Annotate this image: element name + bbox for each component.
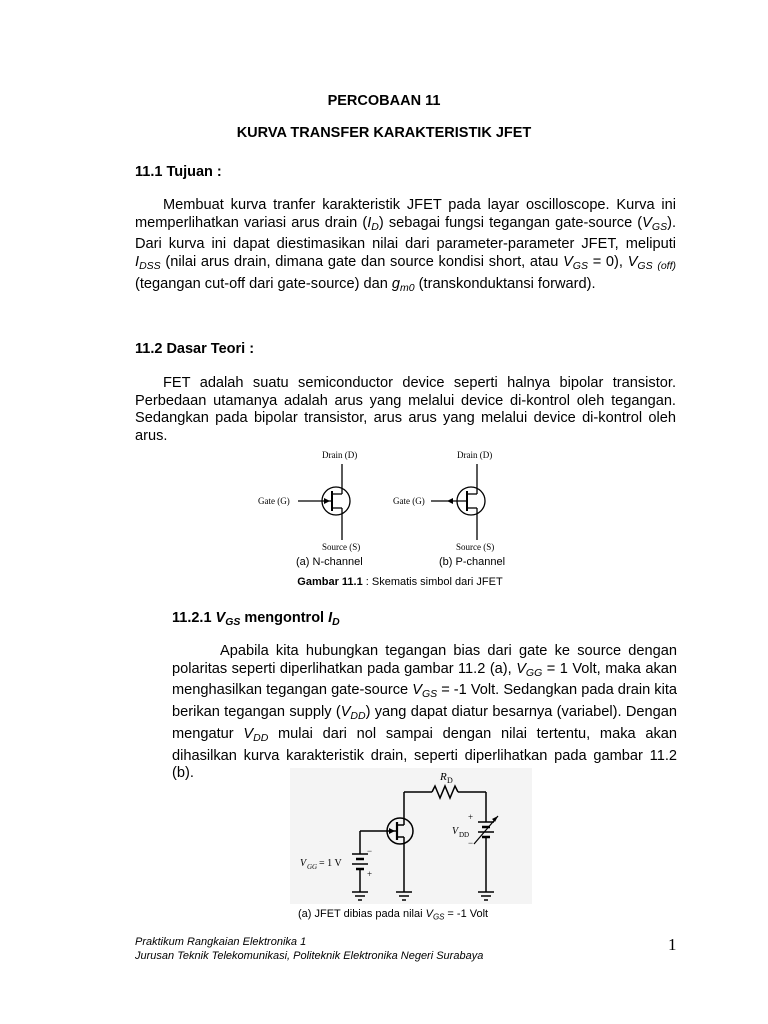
svg-text:+: + <box>367 869 373 879</box>
figure-caption-11-1: Gambar 11.1 : Skematis simbol dari JFET <box>297 576 503 588</box>
paragraph-dasar-teori: FET adalah suatu semiconductor device seperti halnya bipolar transistor. Perbedaan utamanya adalah arus yang melalui device di-kontrol oleh tegangan. Sedangkan pada bipolar transistor, arus arus yang melalui device di-kontrol oleh arus. <box>135 375 676 444</box>
paragraph-tujuan: Membuat kurva tranfer karakteristik JFET pada layar oscilloscope. Kurva ini memperlihatkan variasi arus drain $(I_D)$ sebagai fungsi tegangan gate-source $(V_{GS})$. Dari kurva ini dapat diestimasikan nilai dari parameter-parameter JFET, meliputi $I_{DSS}$ (nilai arus drain, dimana gate dan source kondisi short, atau $V_{GS} = 0$), $V_{GS}$ $_{(off)}$ (tegangan cut-off dari gate-source) dan $g_{m0}$ (transkonduktansi forward). <box>135 197 676 294</box>
paragraph-vgs-mengontrol-id: Apabila kita hubungkan tegangan bias dari gate ke source dengan polaritas seperti diperlihatkan pada gambar 11.2 (a), $V_{GG} = 1$ Volt, maka akan menghasilkan tegangan gate-source $V_{GS} = -1$ Volt. Sedangkan pada drain kita berikan tegangan supply $(V_{DD})$ yang dapat diatur besarnya (variabel). Dengan mengatur $V_{DD}$ mulai dari nol sampai dengan nilai tertentu, maka akan dihasilkan kurva karakteristik drain, seperti diperlihatkan pada gambar 11.2 (b). <box>172 643 678 782</box>
section-heading-tujuan: 11.1 Tujuan : <box>135 164 222 180</box>
svg-text:V: V <box>300 858 307 869</box>
svg-text:−: − <box>468 838 474 848</box>
svg-text:GG: GG <box>307 863 318 871</box>
source-label-p: Source (S) <box>456 542 495 552</box>
jfet-symbols-figure <box>250 447 540 555</box>
drain-label-p: Drain (D) <box>457 450 493 460</box>
svg-text:R: R <box>440 771 447 783</box>
footer-institution: Jurusan Teknik Telekomunikasi, Politeknik Elektronika Negeri Surabaya <box>135 950 484 962</box>
n-channel-jfet-symbol <box>258 450 360 552</box>
jfet-bias-circuit-figure <box>290 768 532 904</box>
page-subtitle: KURVA TRANSFER KARAKTERISTIK JFET <box>236 125 532 141</box>
source-label-n: Source (S) <box>322 542 361 552</box>
page-number: 1 <box>668 935 677 954</box>
figure-caption-11-2a: (a) JFET dibias pada nilai $V_{GS} = -1$ Volt <box>298 908 489 922</box>
figure-label-n-channel: (a) N-channel <box>296 556 363 568</box>
gate-label-n: Gate (G) <box>258 496 290 506</box>
svg-text:V: V <box>452 826 459 837</box>
figure-label-p-channel: (b) P-channel <box>439 556 506 568</box>
drain-label-n: Drain (D) <box>322 450 358 460</box>
svg-text:= 1 V: = 1 V <box>319 858 342 869</box>
page-title: PERCOBAAN 11 <box>327 93 441 109</box>
section-heading-dasar-teori: 11.2 Dasar Teori : <box>135 341 255 357</box>
gate-label-p: Gate (G) <box>393 496 425 506</box>
svg-text:DD: DD <box>459 831 470 839</box>
svg-text:−: − <box>367 846 373 856</box>
subsection-heading-vgs-mengontrol-id: 11.2.1 $V_{GS}$ mengontrol $I_D$ <box>172 610 340 629</box>
svg-text:+: + <box>468 812 474 822</box>
p-channel-jfet-symbol <box>393 450 494 552</box>
svg-text:D: D <box>447 776 453 785</box>
footer-course: Praktikum Rangkaian Elektronika 1 <box>135 936 307 948</box>
